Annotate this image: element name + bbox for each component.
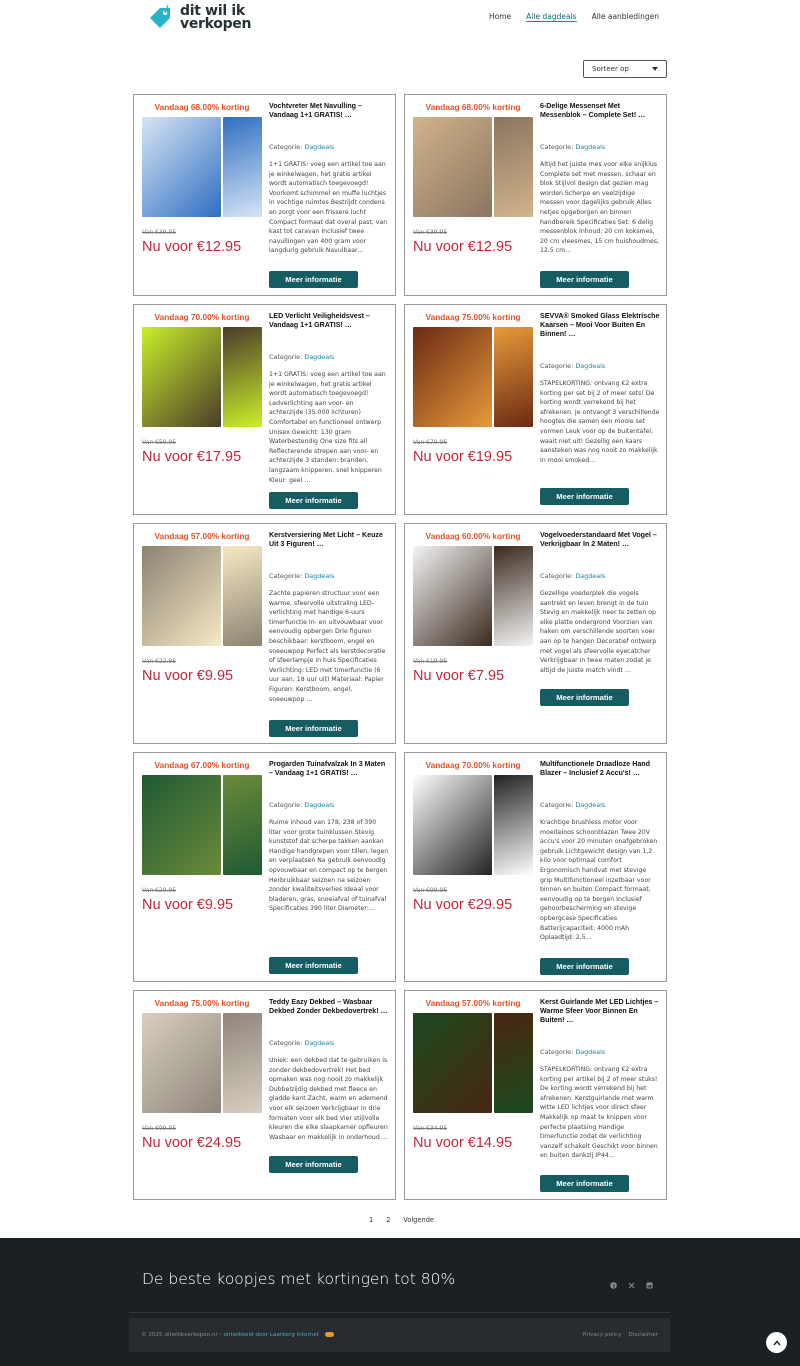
new-price: Nu voor €12.95: [413, 239, 513, 255]
product-description: Altijd het juiste mes voor elke snijklus Complete set met messen, schaar en blok Stijlvol design dat gezien mag worden Scherpe en veelzijdige messen voor dagelijks gebruik Alles netjes opgeborgen en binnen handbereik Specificaties Set: 6 delig messenblok Inhoud: 20 cm koksmes, 20 cm vleesmes, 15 cm huishoudmes, 12,5 cm…: [540, 161, 660, 255]
product-right-column: [540, 312, 660, 465]
product-image-side: [223, 327, 262, 427]
product-left-column: [413, 531, 533, 684]
category-link[interactable]: Dagdeals: [575, 143, 606, 151]
more-info-button[interactable]: Meer informatie: [269, 957, 358, 974]
privacy-policy-link[interactable]: Privacy policy: [582, 1332, 622, 1338]
page-2[interactable]: 2: [386, 1216, 391, 1224]
scroll-to-top-button[interactable]: [766, 1332, 787, 1353]
old-price: Van €22.95: [142, 658, 177, 665]
product-right-column: [540, 531, 660, 675]
category-link[interactable]: Dagdeals: [304, 801, 335, 809]
category-link[interactable]: Dagdeals: [304, 1039, 335, 1047]
category-label: Categorie:: [540, 143, 574, 151]
old-price: Van €34.95: [413, 1125, 448, 1132]
product-image[interactable]: [142, 546, 262, 646]
product-image-side: [223, 775, 262, 875]
product-right-column: [269, 760, 389, 914]
product-description: Ruime inhoud van 178, 238 of 390 liter voor grote tuinklussen Stevig kunststof dat scherpe takken aankan Handige handgrepen voor tillen, legen en verplaatsen Na gebruik eenvoudig opvouwbaar en compact op te bergen Herbruikbaar seizoen na seizoen zonder kwaliteitsverlies Ideaal voor bladeren, gras, snoeiafval of tuinafval Specificaties 390 liter Diameter:…: [269, 819, 389, 913]
product-image-main: [413, 775, 492, 875]
product-title[interactable]: Vochtvreter Met Navulling – Vandaag 1+1 GRATIS! …: [269, 102, 362, 119]
category-label: Categorie:: [269, 143, 303, 151]
product-card[interactable]: [133, 990, 396, 1200]
product-category: [269, 353, 389, 361]
product-image-side: [223, 1013, 262, 1113]
product-title[interactable]: Vogelvoederstandaard Met Vogel – Verkrijgbaar In 2 Maten! …: [540, 531, 657, 548]
product-image-main: [142, 327, 221, 427]
footer-divider: [129, 1312, 670, 1313]
old-price: Van €29.95: [142, 887, 177, 894]
discount-label: Vandaag 70.00% korting: [154, 312, 250, 322]
discount-label: Vandaag 70.00% korting: [425, 760, 521, 770]
logo-text: [180, 5, 251, 31]
old-price: Van €39.95: [142, 229, 177, 236]
product-title[interactable]: Kerst Guirlande Met LED Lichtjes – Warme Sfeer Voor Binnen En Buiten! …: [540, 998, 659, 1024]
product-left-column: [142, 760, 262, 913]
product-title[interactable]: LED Verlicht Veiligheidsvest – Vandaag 1+1 GRATIS! …: [269, 312, 370, 329]
product-category: [540, 1048, 660, 1056]
product-card[interactable]: [133, 304, 396, 515]
product-category: [269, 572, 389, 580]
product-image[interactable]: [413, 546, 533, 646]
discount-label: Vandaag 68.00% korting: [425, 102, 521, 112]
discount-label: Vandaag 67.00% korting: [154, 760, 250, 770]
price-tag-icon: [146, 4, 174, 32]
new-price: Nu voor €24.95: [142, 1135, 242, 1151]
product-title[interactable]: Kerstversiering Met Licht – Keuze Uit 3 Figuren! …: [269, 531, 383, 548]
page-1[interactable]: 1: [369, 1216, 374, 1224]
product-card[interactable]: [404, 523, 667, 744]
old-price: Van €99.95: [142, 1125, 177, 1132]
category-label: Categorie:: [540, 362, 574, 370]
product-image[interactable]: [142, 327, 262, 427]
new-price: Nu voor €12.95: [142, 239, 242, 255]
new-price: Nu voor €9.95: [142, 897, 234, 913]
product-left-column: [413, 998, 533, 1151]
discount-label: Vandaag 57.00% korting: [154, 531, 250, 541]
more-info-button[interactable]: Meer informatie: [540, 488, 629, 505]
product-image-side: [494, 1013, 533, 1113]
category-link[interactable]: Dagdeals: [304, 353, 335, 361]
next-page-link[interactable]: Volgende: [403, 1216, 434, 1224]
new-price: Nu voor €29.95: [413, 897, 513, 913]
discount-label: Vandaag 60.00% korting: [425, 531, 521, 541]
more-info-button[interactable]: Meer informatie: [269, 1156, 358, 1173]
product-description: 1+1 GRATIS: voeg een artikel toe aan je winkelwagen, het gratis artikel wordt automatisch toegevoegd! Ledverlichting aan voor- en achterzijde (35.000 lichturen) Comfortabel en functioneel ontwerp Unisex Gewicht: 130 gram Waterbestendig One size fits all Reflecterende strepen aan voor- en achterzijde 3 standen: branden, langzaam knipperen, snel knipperen Kleur: geel …: [269, 371, 386, 484]
product-image-side: [494, 327, 533, 427]
category-link[interactable]: Dagdeals: [575, 572, 606, 580]
category-label: Categorie:: [540, 572, 574, 580]
product-category: [269, 143, 389, 151]
nav-alle-aanbiedingen[interactable]: Alle aanbiedingen: [591, 12, 659, 21]
logo-line-1: dit wil ik: [180, 3, 245, 19]
footer-bottom-bar: [129, 1318, 670, 1352]
sort-label: Sorteer op: [592, 65, 629, 73]
product-description: 1+1 GRATIS: voeg een artikel toe aan je winkelwagen, het gratis artikel wordt automatisch toegevoegd! Voorkomt schimmel en muffe luchtjes in vochtige ruimtes Bestrijdt condens en zorgt voor een frissere lucht Compact formaat dat overal past, van kast tot caravan Inclusief twee navullingen van 400 gram voor langdurig gebruik Navulbaar…: [269, 161, 388, 255]
category-label: Categorie:: [540, 1048, 574, 1056]
new-price: Nu voor €9.95: [142, 668, 234, 684]
linkedin-icon[interactable]: [646, 1282, 653, 1289]
product-card[interactable]: [404, 304, 667, 515]
category-label: Categorie:: [540, 801, 574, 809]
product-description: Krachtige brushless motor voor moeiteloos schoonblazen Twee 20V accu's voor 20 minuten onafgebroken gebruik Lichtgewicht design van 1,2 kilo voor optimaal comfort Ergonomisch handvat met stevige grip Multifunctioneel inzetbaar voor binnen en buiten Compact formaat, eenvoudig op te bergen Inclusief gehoorbescherming en stevige opbergcase Specificaties Batterijcapaciteit: 4000 mAh Oplaadtijd: 2,5…: [540, 819, 658, 942]
new-price: Nu voor €19.95: [413, 449, 513, 465]
product-image[interactable]: [142, 1013, 262, 1113]
more-info-button[interactable]: Meer informatie: [269, 271, 358, 288]
product-description: Uniek: een dekbed dat te gebruiken is zonder dekbedovertrek! Het bed opmaken was nog nooit zo makkelijk Dubbelzijdig dekbed met fleece en gladde kant Zacht, warm en ademend voor elk seizoen Verkrijgbaar in drie formaten voor elk bed Vier stijlvolle kleuren die elke slaapkamer opfleuren Wasbaar en makkelijk in onderhoud …: [269, 1057, 388, 1141]
product-left-column: [413, 312, 533, 465]
product-right-column: [269, 531, 389, 704]
sort-select[interactable]: [583, 60, 667, 78]
more-info-button[interactable]: Meer informatie: [540, 1175, 629, 1192]
old-price: Van €59.95: [142, 439, 177, 446]
x-icon[interactable]: [628, 1282, 635, 1289]
product-card[interactable]: [133, 94, 396, 296]
old-price: Van €39.95: [413, 229, 448, 236]
product-category: [540, 362, 660, 370]
new-price: Nu voor €7.95: [413, 668, 505, 684]
category-link[interactable]: Dagdeals: [575, 801, 606, 809]
product-image[interactable]: [413, 1013, 533, 1113]
product-left-column: [142, 312, 262, 465]
old-price: Van €19.95: [413, 658, 448, 665]
social-links: [610, 1282, 653, 1289]
product-description: Zachte papieren structuur voor een warme, sfeervolle uitstraling LED-verlichting met handige 6-uurs timerfunctie In- en uitvouwbaar voor eenvoudig opbergen Drie figuren beschikbaar: kerstboom, engel en sneeuwpop Perfect als kerstdecoratie of sfeerlampje in huis Specificaties Verlichting: LED met timerfunctie (6 uur aan, 18 uur uit) Materiaal: Papier Figuren: Kerstboom, engel, sneeuwpop …: [269, 590, 386, 703]
discount-label: Vandaag 68.00% korting: [154, 102, 250, 112]
product-left-column: [142, 531, 262, 684]
product-left-column: [142, 102, 262, 255]
product-description: Gezellige voederplek die vogels aantrekt en leven brengt in de tuin Stevig en makkelijk neer te zetten op elke platte ondergrond Voorzien van haken om verschillende soorten voer aan op te hangen Decoratief ontwerp met vogel als sfeervolle eyecatcher Verkrijgbaar in twee maten zodat je altijd de juiste match vindt …: [540, 590, 657, 674]
product-category: [540, 572, 660, 580]
more-info-button[interactable]: Meer informatie: [269, 720, 358, 737]
disclaimer-link[interactable]: Disclaimer: [628, 1332, 658, 1338]
nav-alle-dagdeals[interactable]: Alle dagdeals: [526, 12, 577, 21]
product-card[interactable]: [133, 523, 396, 744]
product-right-column: [269, 102, 389, 256]
facebook-icon[interactable]: [610, 1282, 617, 1289]
pagination: [369, 1216, 434, 1224]
product-image-side: [494, 546, 533, 646]
category-label: Categorie:: [269, 1039, 303, 1047]
category-label: Categorie:: [269, 801, 303, 809]
product-left-column: [142, 998, 262, 1151]
product-title[interactable]: Multifunctionele Draadloze Hand Blazer – Inclusief 2 Accu's! …: [540, 760, 650, 777]
product-image-main: [413, 546, 492, 646]
category-label: Categorie:: [269, 353, 303, 361]
copyright-text: © 2025 ditwilikverkopen.nl –: [141, 1332, 222, 1338]
product-image[interactable]: [142, 117, 262, 217]
more-info-button[interactable]: Meer informatie: [540, 958, 629, 975]
category-link[interactable]: Dagdeals: [575, 1048, 606, 1056]
footer-slogan: De beste koopjes met kortingen tot 80%: [142, 1270, 456, 1288]
product-card[interactable]: [404, 94, 667, 296]
product-image-main: [142, 546, 221, 646]
product-right-column: [540, 760, 660, 943]
product-image-main: [413, 117, 492, 217]
product-description: STAPELKORTING: ontvang €2 extra korting per set bij 2 of meer sets! De korting wordt verrekend bij het afrekenen. Je ontvangt 3 verschillende hoogtes die samen een mooie set vormen Leuk voor op de buitentafel, waait niet uit! Gezellig een kaars aansteken was nog nooit zo makkelijk In mooi smoked…: [540, 380, 660, 464]
product-image[interactable]: [413, 775, 533, 875]
category-label: Categorie:: [269, 572, 303, 580]
more-info-button[interactable]: Meer informatie: [540, 689, 629, 706]
product-image-main: [413, 1013, 492, 1113]
chevron-down-icon: [652, 67, 658, 71]
product-category: [269, 801, 389, 809]
product-right-column: [540, 998, 660, 1161]
copyright: [141, 1332, 334, 1338]
product-image-main: [142, 117, 221, 217]
nav-home[interactable]: Home: [489, 12, 512, 21]
cloud-icon: [325, 1332, 334, 1337]
product-image-main: [142, 1013, 221, 1113]
product-title[interactable]: SEVVA® Smoked Glass Elektrische Kaarsen – Mooi Voor Buiten En Binnen! …: [540, 312, 660, 338]
product-image-side: [494, 775, 533, 875]
product-image[interactable]: [413, 117, 533, 217]
chevron-up-icon: [773, 1340, 781, 1346]
product-image-side: [223, 117, 262, 217]
more-info-button[interactable]: Meer informatie: [269, 492, 358, 509]
product-right-column: [540, 102, 660, 256]
category-link[interactable]: Dagdeals: [304, 572, 335, 580]
more-info-button[interactable]: Meer informatie: [540, 271, 629, 288]
discount-label: Vandaag 75.00% korting: [425, 312, 521, 322]
category-link[interactable]: Dagdeals: [304, 143, 335, 151]
product-left-column: [413, 760, 533, 913]
product-image-side: [223, 546, 262, 646]
product-category: [540, 801, 660, 809]
old-price: Van €99.95: [413, 887, 448, 894]
old-price: Van €79.95: [413, 439, 448, 446]
site-logo[interactable]: [146, 4, 251, 32]
product-title[interactable]: Progarden Tuinafvalzak In 3 Maten – Vandaag 1+1 GRATIS! …: [269, 760, 386, 777]
logo-line-2: verkopen: [180, 16, 252, 32]
product-right-column: [269, 998, 389, 1142]
developer-link[interactable]: ontwikkeld door Laarberg Internet: [223, 1332, 319, 1338]
site-footer: [0, 1238, 800, 1366]
product-image[interactable]: [142, 775, 262, 875]
product-left-column: [413, 102, 533, 255]
product-card[interactable]: [133, 752, 396, 982]
product-image[interactable]: [413, 327, 533, 427]
new-price: Nu voor €17.95: [142, 449, 242, 465]
product-card[interactable]: [404, 752, 667, 982]
discount-label: Vandaag 75.00% korting: [154, 998, 250, 1008]
main-nav: [489, 12, 659, 22]
product-title[interactable]: Teddy Eazy Dekbed – Wasbaar Dekbed Zonder Dekbedovertrek! …: [269, 998, 388, 1015]
product-image-side: [494, 117, 533, 217]
category-link[interactable]: Dagdeals: [575, 362, 606, 370]
site-header: [0, 0, 800, 50]
product-grid: [133, 94, 667, 1200]
product-image-main: [142, 775, 221, 875]
discount-label: Vandaag 57.00% korting: [425, 998, 521, 1008]
product-description: STAPELKORTING: ontvang €2 extra korting per artikel bij 2 of meer stuks! De korting wordt verrekend bij het afrekenen. Kerstguirlande met warm witte LED lichtjes voor direct sfeer Makkelijk op maat te knippen voor perfecte plaatsing Handige timerfunctie zodat de verlichting vanzelf schakelt Geschikt voor binnen en buiten dankzij IP44…: [540, 1066, 658, 1160]
product-card[interactable]: [404, 990, 667, 1200]
legal-links: [583, 1332, 658, 1338]
product-title[interactable]: 6-Delige Messenset Met Messenblok – Complete Set! …: [540, 102, 646, 119]
product-category: [269, 1039, 389, 1047]
product-category: [540, 143, 660, 151]
product-image-main: [413, 327, 492, 427]
product-right-column: [269, 312, 389, 485]
new-price: Nu voor €14.95: [413, 1135, 513, 1151]
